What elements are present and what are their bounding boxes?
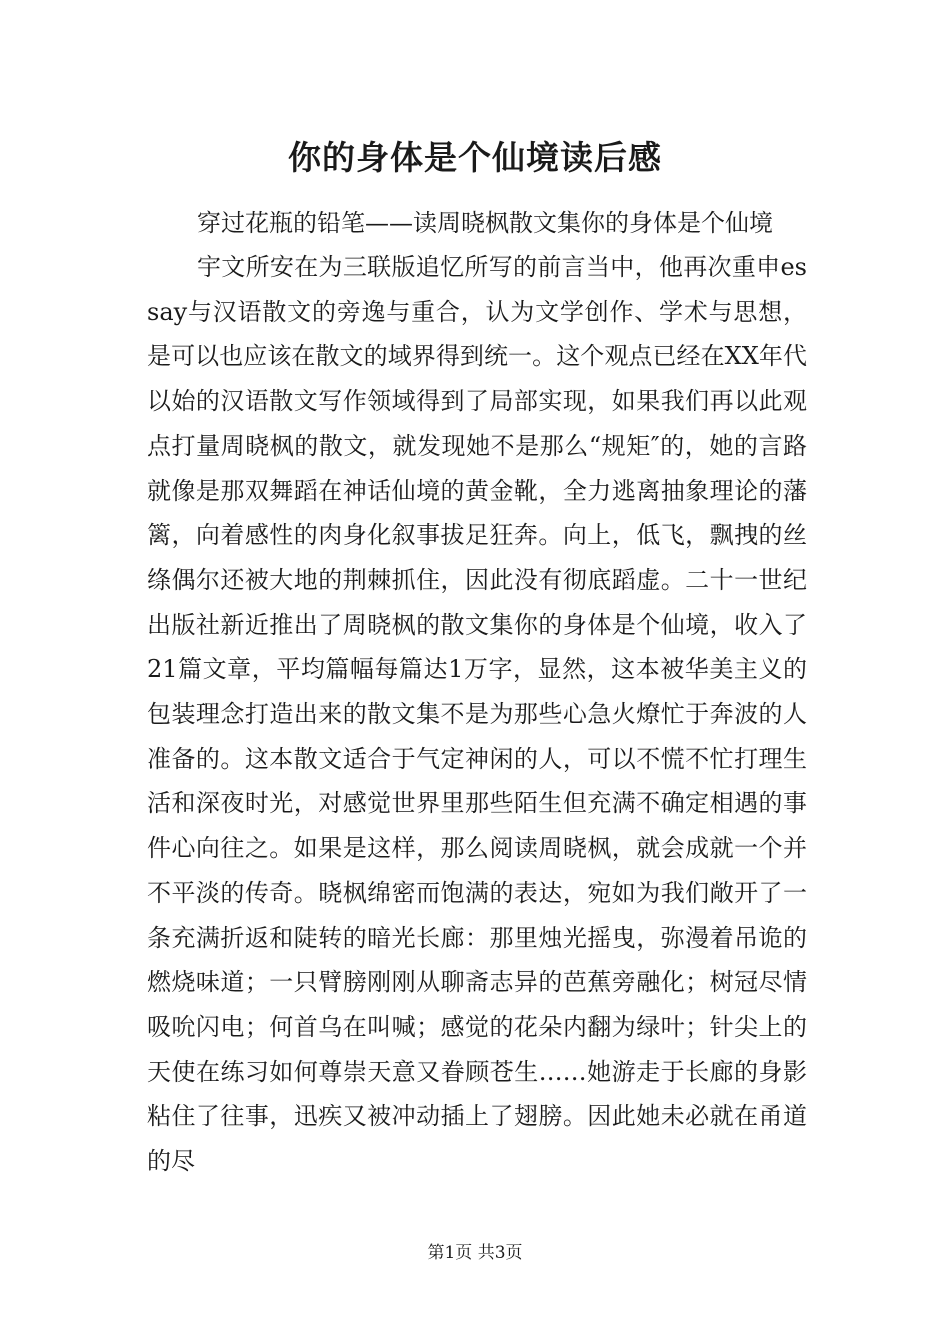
- document-title: 你的身体是个仙境读后感: [288, 138, 662, 177]
- document-subtitle: 穿过花瓶的铅笔——读周晓枫散文集你的身体是个仙境: [197, 209, 773, 237]
- page-number-label: 第1页 共3页: [427, 1243, 523, 1263]
- page-footer: [0, 1241, 950, 1265]
- body-paragraph: 宇文所安在为三联版追忆所写的前言当中，他再次重申essay与汉语散文的旁逸与重合，认为文学创作、学术与思想，是可以也应该在散文的域界得到统一。这个观点已经在XX年代以始的汉语散文写作领域得到了局部实现，如果我们再以此观点打量周晓枫的散文，就发现她不是那么“规矩″的，她的言路就像是那双舞蹈在神话仙境的黄金靴，全力逃离抽象理论的藩篱，向着感性的肉身化叙事拔足狂奔。向上，低飞，飘拽的丝绦偶尔还被大地的荆棘抓住，因此没有彻底蹈虚。二十一世纪出版社新近推出了周晓枫的散文集你的身体是个仙境，收入了21篇文章，平均篇幅每篇达1万字，显然，这本被华美主义的包装理念打造出来的散文集不是为那些心急火燎忙于奔波的人准备的。这本散文适合于气定神闲的人，可以不慌不忙打理生活和深夜时光，对感觉世界里那些陌生但充满不确定相遇的事件心向往之。如果是这样，那么阅读周晓枫，就会成就一个并不平淡的传奇。晓枫绵密而饱满的表达，宛如为我们敞开了一条充满折返和陡转的暗光长廊：那里烛光摇曳，弥漫着吊诡的燃烧味道；一只臂膀刚刚从聊斋志异的芭蕉旁融化；树冠尽情吸吮闪电；何首乌在叫喊；感觉的花朵内翻为绿叶；针尖上的天使在练习如何尊崇天意又眷顾苍生……她游走于长廊的身影粘住了往事，迅疾又被冲动插上了翅膀。因此她未必就在甬道的尽: [147, 253, 807, 1176]
